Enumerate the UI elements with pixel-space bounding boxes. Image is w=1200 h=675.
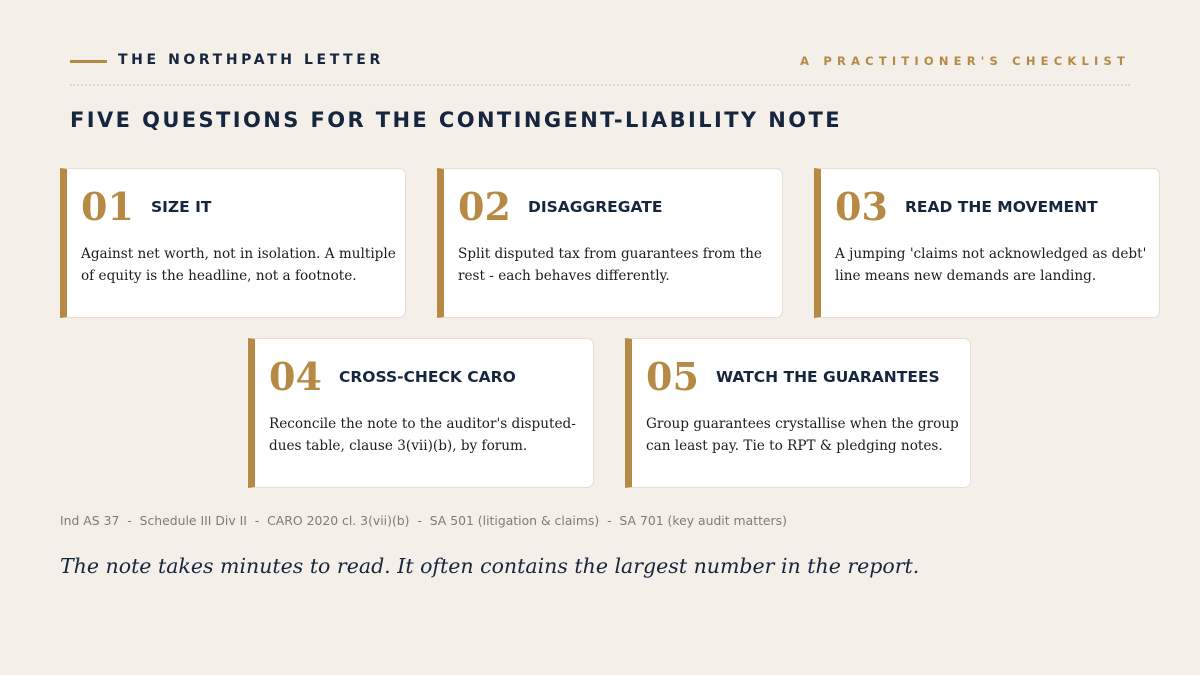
card-number: 05 bbox=[646, 354, 699, 399]
card-title: READ THE MOVEMENT bbox=[905, 198, 1098, 216]
card-number: 03 bbox=[835, 184, 888, 229]
card-number: 01 bbox=[81, 184, 134, 229]
question-card-1 bbox=[60, 168, 406, 318]
page-title: FIVE QUESTIONS FOR THE CONTINGENT-LIABILITY NOTE bbox=[70, 108, 842, 132]
card-title: WATCH THE GUARANTEES bbox=[716, 368, 940, 386]
card-body: Reconcile the note to the auditor's disputed-dues table, clause 3(vii)(b), by forum. bbox=[269, 416, 576, 454]
card-number: 02 bbox=[458, 184, 511, 229]
header bbox=[70, 50, 1130, 72]
card-body: Against net worth, not in isolation. A multiple of equity is the headline, not a footnote. bbox=[81, 246, 396, 284]
brand-rule bbox=[70, 60, 107, 63]
card-title: CROSS-CHECK CARO bbox=[339, 368, 516, 386]
section-kicker: A PRACTITIONER'S CHECKLIST bbox=[800, 54, 1130, 68]
card-title: DISAGGREGATE bbox=[528, 198, 663, 216]
brand-name: THE NORTHPATH LETTER bbox=[118, 52, 384, 68]
closing-quote: The note takes minutes to read. It often contains the largest number in the report. bbox=[60, 554, 920, 578]
card-body: A jumping 'claims not acknowledged as debt' line means new demands are landing. bbox=[835, 246, 1147, 284]
header-divider bbox=[70, 84, 1130, 86]
question-card-4 bbox=[248, 338, 594, 488]
question-card-5 bbox=[625, 338, 971, 488]
question-card-3 bbox=[814, 168, 1160, 318]
card-title: SIZE IT bbox=[151, 198, 212, 216]
card-body: Split disputed tax from guarantees from the rest - each behaves differently. bbox=[458, 246, 762, 284]
references-line: Ind AS 37 - Schedule III Div II - CARO 2020 cl. 3(vii)(b) - SA 501 (litigation & claims) - SA 701 (key audit matters) bbox=[60, 513, 787, 528]
question-card-2 bbox=[437, 168, 783, 318]
card-number: 04 bbox=[269, 354, 322, 399]
card-body: Group guarantees crystallise when the group can least pay. Tie to RPT & pledging notes. bbox=[646, 416, 959, 454]
